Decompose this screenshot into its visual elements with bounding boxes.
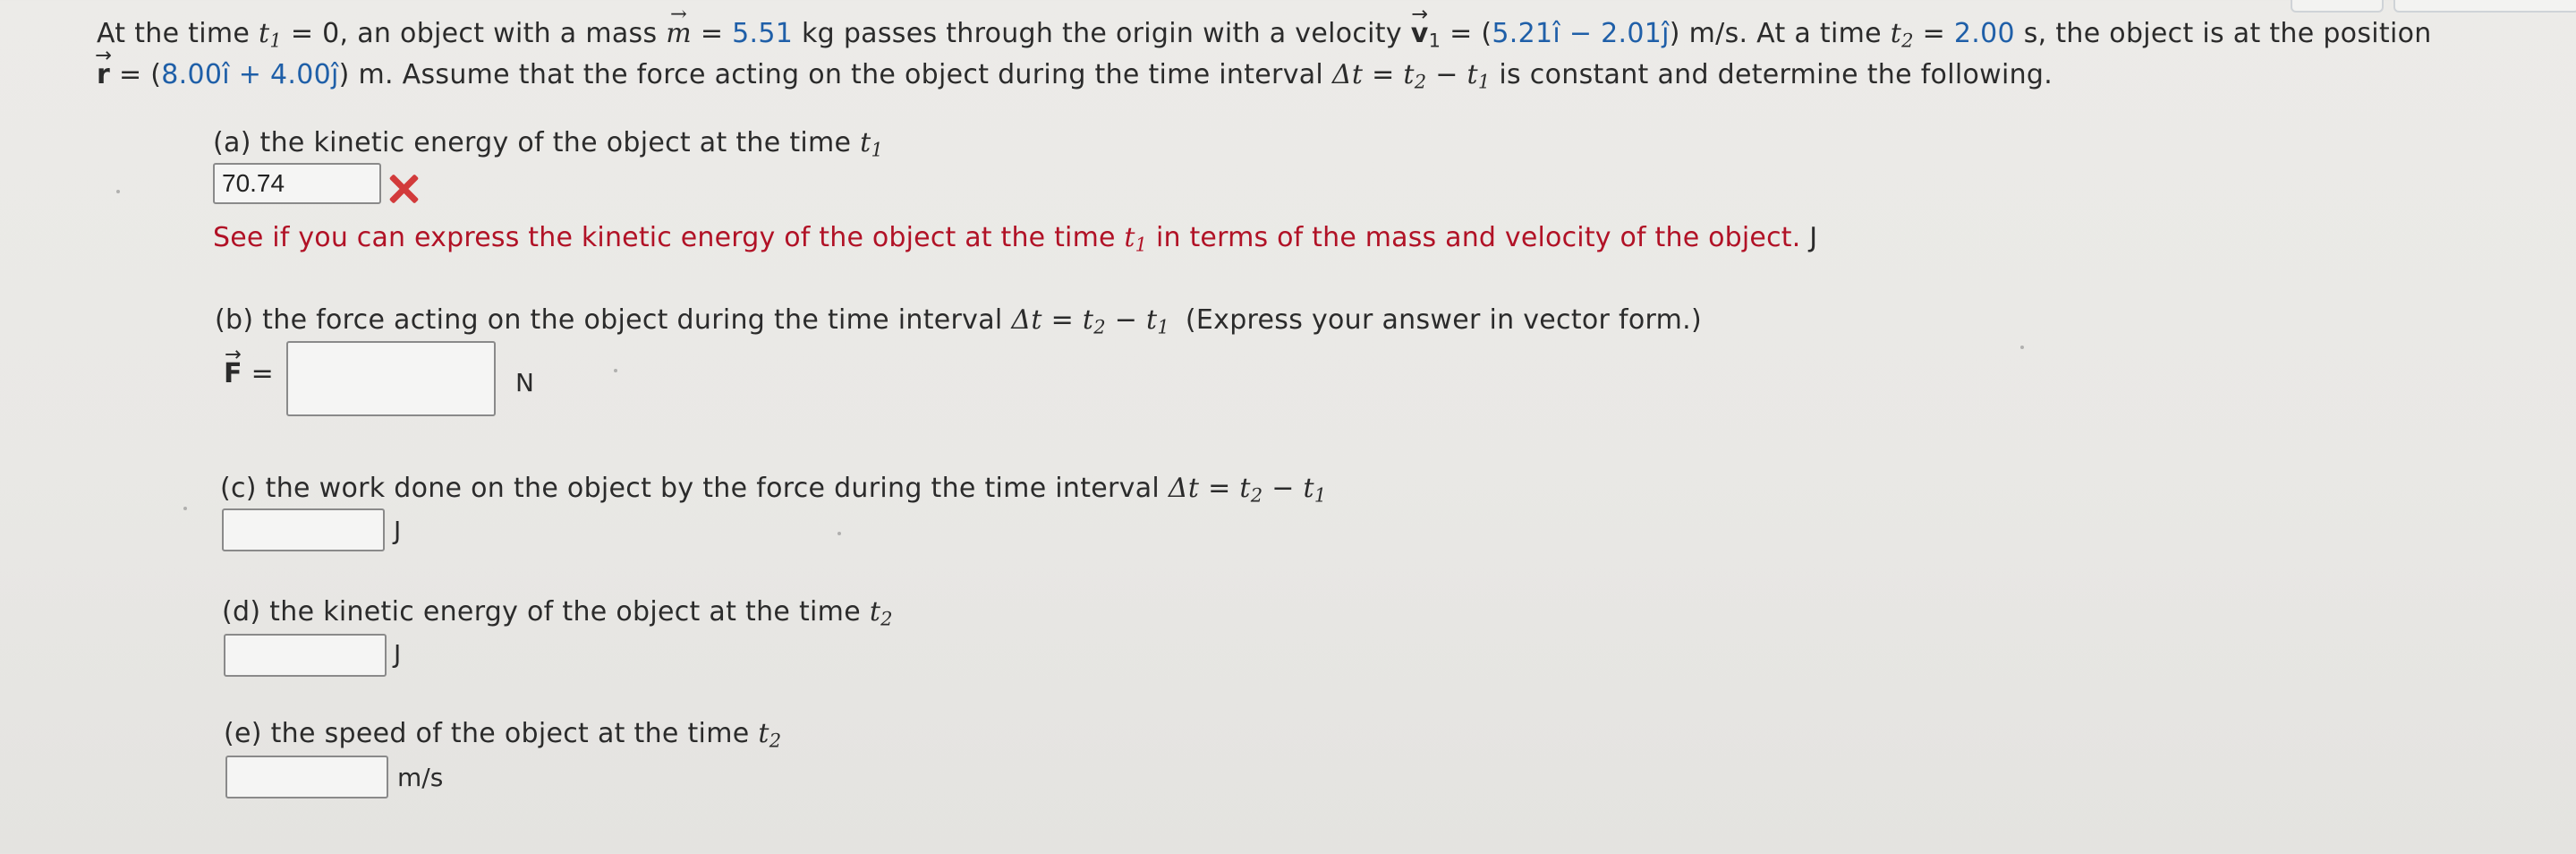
minus-b: − xyxy=(1114,304,1138,336)
feedback-unit: J xyxy=(1809,222,1818,253)
speck-3 xyxy=(614,369,617,372)
minus-c: − xyxy=(1271,473,1295,504)
part-c-answer-field[interactable] xyxy=(222,508,385,551)
t1-symbol-feedback: $t_1$ xyxy=(1124,222,1148,256)
part-a-feedback xyxy=(213,222,1817,255)
mass-value: 5.51 xyxy=(732,18,794,49)
part-a-text: (a) the kinetic energy of the object at the time xyxy=(213,127,852,158)
part-d-unit: J xyxy=(394,639,402,669)
mass-eq: = xyxy=(700,18,724,49)
t2-symbol: $t_2$ xyxy=(1890,18,1914,52)
t1-symbol-b: $t_1$ xyxy=(1467,59,1491,93)
part-c-label xyxy=(220,473,1327,506)
x-mark-icon xyxy=(387,173,420,205)
top-tab-right xyxy=(2393,0,2576,13)
eq-b: = xyxy=(1050,304,1074,336)
delta-t-symbol: Δt xyxy=(1331,59,1364,90)
t1-symbol-part-b: $t_1$ xyxy=(1146,304,1170,338)
mass-unit-text: kg passes through the origin with a velocity xyxy=(801,18,1402,49)
r-eq: = ( xyxy=(118,59,162,90)
t2-eq: = xyxy=(1922,18,1946,49)
mass-symbol: → m xyxy=(666,18,692,49)
t1-symbol-a: $t_1$ xyxy=(860,127,884,161)
part-b-unit: N xyxy=(515,368,534,397)
t2-symbol-b: $t_2$ xyxy=(1403,59,1427,93)
t2-symbol-c: $t_2$ xyxy=(1239,473,1263,507)
part-d-label xyxy=(222,596,893,629)
delta-t-b: Δt xyxy=(1011,304,1042,336)
speck-5 xyxy=(2020,346,2024,349)
r-unit-text: ) m. Assume that the force acting on the object during the time interval xyxy=(338,59,1324,90)
intro-text: At the time xyxy=(97,18,251,49)
part-d-input[interactable] xyxy=(233,636,378,675)
part-b-label xyxy=(215,304,1702,337)
speck-2 xyxy=(183,507,187,510)
interval-tail-text: is constant and determine the following. xyxy=(1499,59,2053,90)
minus-sign: − xyxy=(1435,59,1458,90)
t1-eq-text: = 0, an object with a mass xyxy=(290,18,658,49)
part-e-input[interactable] xyxy=(234,757,379,797)
part-b-hint: (Express your answer in vector form.) xyxy=(1185,304,1703,336)
part-b-answer-field[interactable] xyxy=(286,341,496,416)
t2-unit-text: s, the object is at the position xyxy=(2023,18,2432,49)
t1-symbol: $t_1$ xyxy=(259,18,283,52)
part-a-answer-value: 70.74 xyxy=(222,169,285,197)
speck-4 xyxy=(837,532,841,535)
v1-unit-text: ) m/s. At a time xyxy=(1669,18,1882,49)
eq-c: = xyxy=(1208,473,1231,504)
v1-symbol: → $v_1$ xyxy=(1411,18,1441,49)
part-b-input[interactable] xyxy=(295,343,487,414)
part-e-unit: m/s xyxy=(397,763,444,792)
problem-line-1 xyxy=(97,18,2432,51)
part-e-label xyxy=(224,718,781,751)
part-d-text: (d) the kinetic energy of the object at the time xyxy=(222,596,861,628)
t2-symbol-part-b: $t_2$ xyxy=(1082,304,1106,338)
eq-sign: = xyxy=(1372,59,1395,90)
force-eq: = xyxy=(251,358,275,389)
problem-line-2 xyxy=(97,59,2053,92)
r-symbol: → r xyxy=(97,59,110,90)
v1-eq: = ( xyxy=(1450,18,1492,49)
t2-symbol-d: $t_2$ xyxy=(869,596,893,630)
t2-symbol-e: $t_2$ xyxy=(758,718,782,752)
t2-value: 2.00 xyxy=(1953,18,2015,49)
feedback-pre: See if you can express the kinetic energy of the object at the time xyxy=(213,222,1116,253)
part-a-label xyxy=(213,127,883,160)
part-c-input[interactable] xyxy=(231,510,376,550)
delta-t-c: Δt xyxy=(1168,473,1200,504)
part-e-answer-field[interactable] xyxy=(225,756,388,798)
part-a-answer-field[interactable] xyxy=(213,163,381,204)
part-b-text: (b) the force acting on the object during the time interval xyxy=(215,304,1003,336)
top-tab-left xyxy=(2291,0,2384,13)
part-c-unit: J xyxy=(394,516,402,545)
part-e-text: (e) the speed of the object at the time xyxy=(224,718,750,749)
speck-1 xyxy=(116,190,120,193)
v1-value: 5.21î − 2.01ĵ xyxy=(1492,18,1670,49)
force-symbol: → F xyxy=(224,358,242,389)
force-vector-label xyxy=(224,358,274,389)
r-value: 8.00î + 4.00ĵ xyxy=(161,59,339,90)
feedback-post: in terms of the mass and velocity of the object. xyxy=(1155,222,1801,253)
part-d-answer-field[interactable] xyxy=(224,634,387,677)
part-c-text: (c) the work done on the object by the force during the time interval xyxy=(220,473,1160,504)
t1-symbol-c: $t_1$ xyxy=(1303,473,1327,507)
